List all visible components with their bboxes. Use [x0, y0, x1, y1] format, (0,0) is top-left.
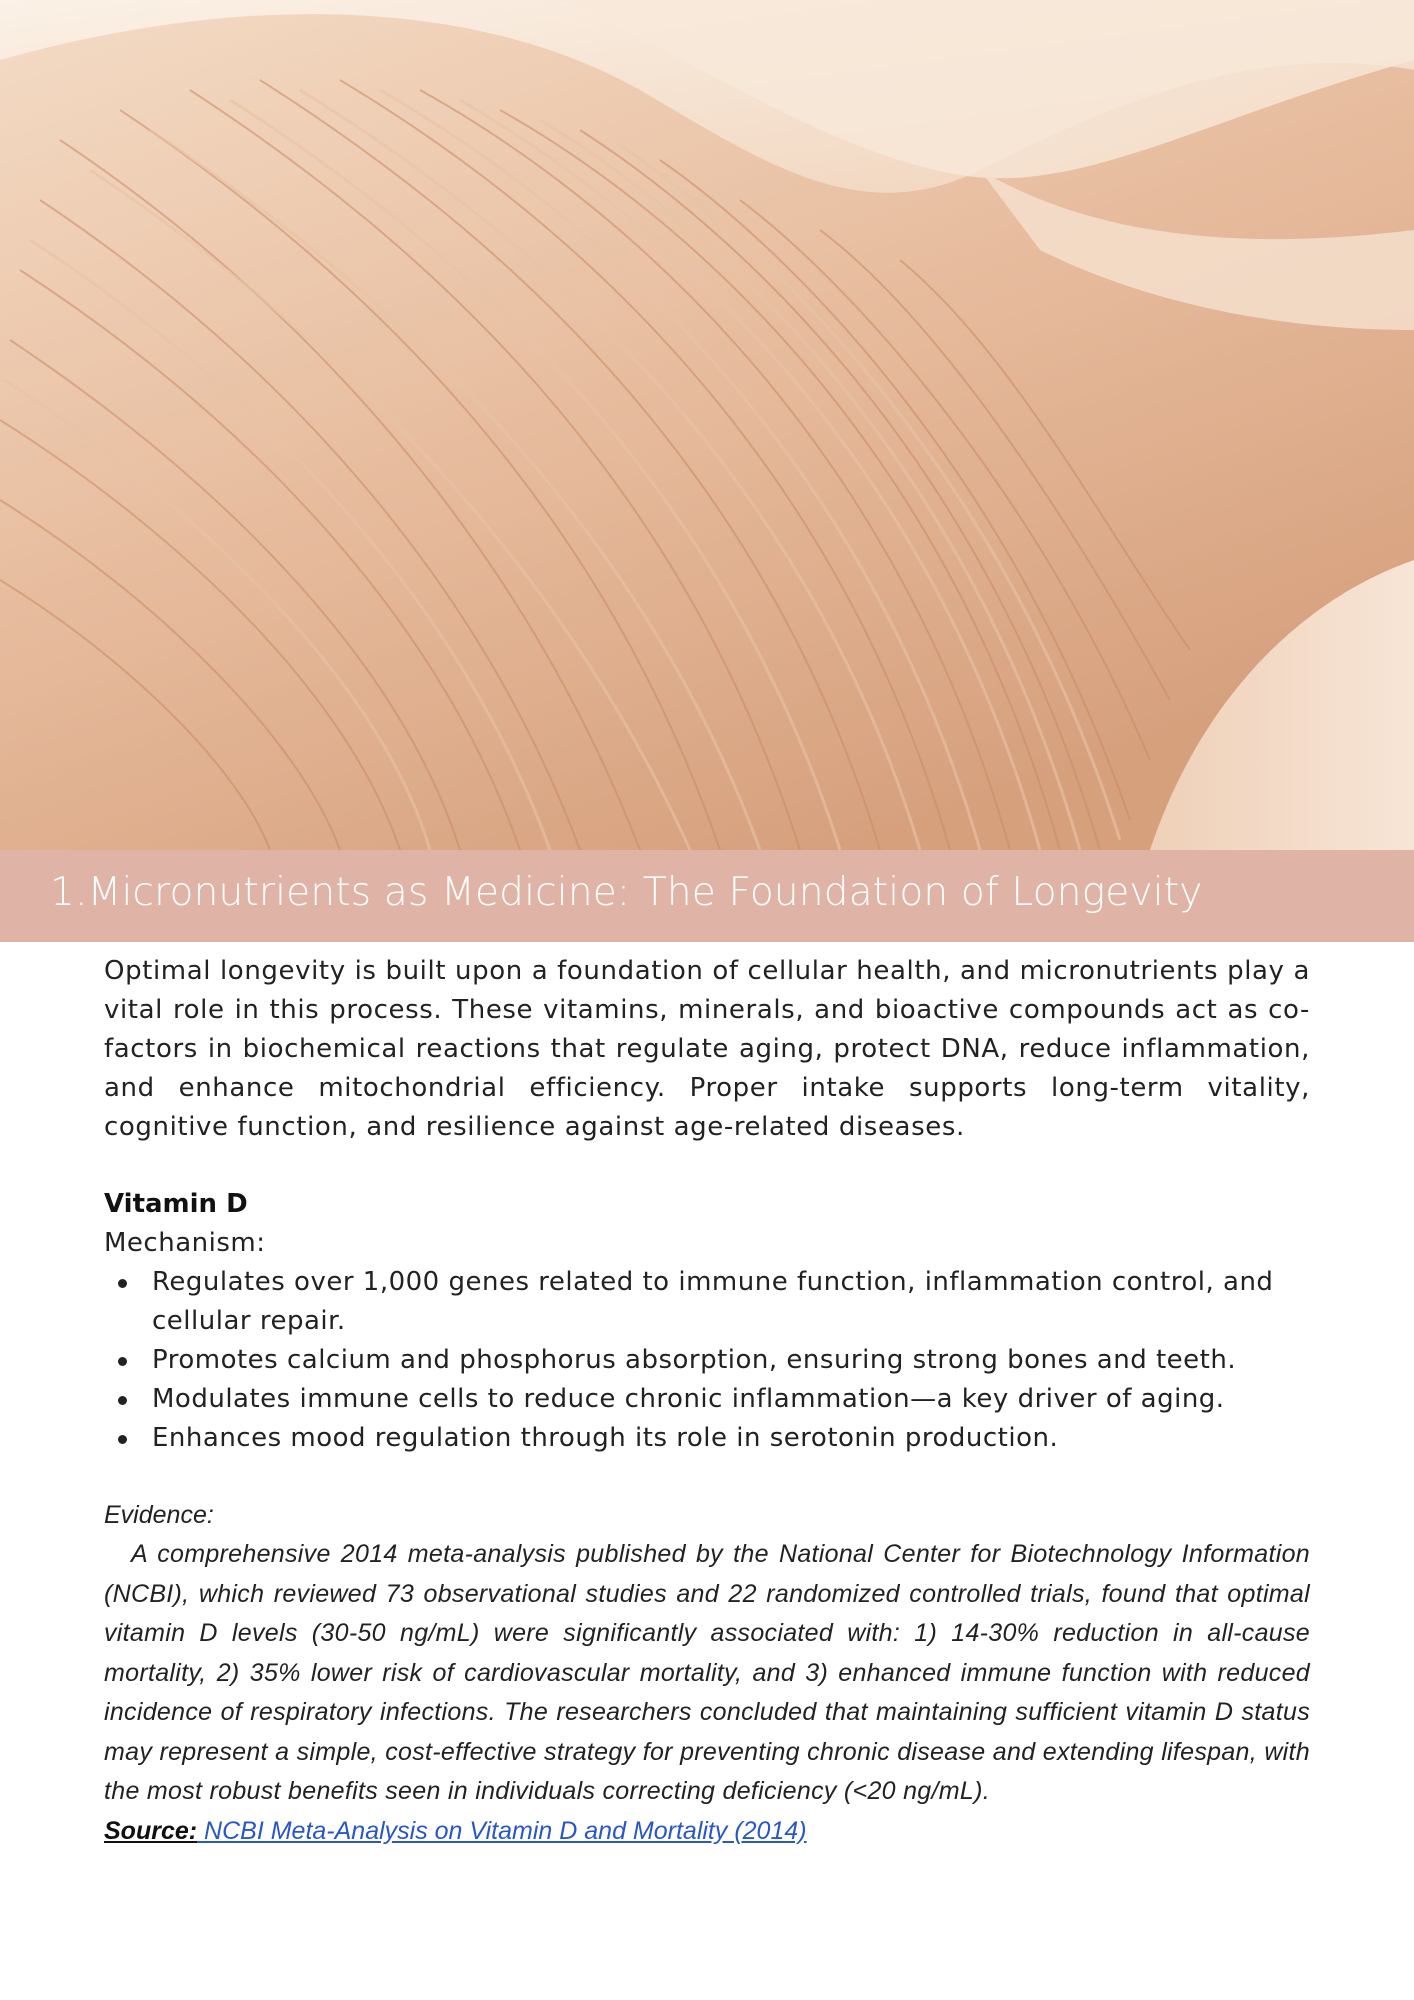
section-title-band — [0, 850, 1414, 942]
source-line — [104, 1812, 1310, 1851]
source-label: Source: — [104, 1816, 198, 1845]
evidence-paragraph: A comprehensive 2014 meta-analysis published by the National Center for Biotechnology Information (NCBI), which reviewed 73 observational studies and 22 randomized controlled trials, found that optimal vitamin D levels (30-50 ng/mL) were significantly associated with: 1) 14-30% reduction in all-cause mortality, 2) 35% lower risk of cardiovascular mortality, and 3) enhanced immune function with reduced incidence of respiratory infections. The researchers concluded that maintaining sufficient vitamin D status may represent a simple, cost-effective strategy for preventing chronic disease and extending lifespan, with the most robust benefits seen in individuals correcting deficiency (<20 ng/mL). — [104, 1540, 1310, 1805]
intro-paragraph: Optimal longevity is built upon a foundation of cellular health, and micronutrients play a vital role in this process. These vitamins, minerals, and bioactive compounds act as co-factors in biochemical reactions that regulate aging, protect DNA, reduce inflammation, and enhance mitochondrial efficiency. Proper intake supports long-term vitality, cognitive function, and resilience against age-related diseases. — [104, 956, 1310, 1142]
page-title: 1.Micronutrients as Medicine: The Foundation of Longevity — [50, 870, 1203, 915]
vitamin-d-heading: Vitamin D — [104, 1189, 248, 1219]
list-item: Enhances mood regulation through its role in serotonin production. — [152, 1419, 1310, 1458]
hero-image — [0, 0, 1414, 850]
list-item: Regulates over 1,000 genes related to immune function, inflammation control, and cellular repair. — [152, 1263, 1310, 1341]
mechanism-list — [104, 1263, 1310, 1458]
article-body — [104, 952, 1310, 1851]
mushroom-gills-illustration — [0, 0, 1414, 850]
list-item: Modulates immune cells to reduce chronic inflammation—a key driver of aging. — [152, 1380, 1310, 1419]
source-link[interactable]: NCBI Meta-Analysis on Vitamin D and Mortality (2014) — [197, 1816, 807, 1845]
mechanism-label: Mechanism: — [104, 1228, 266, 1258]
list-item: Promotes calcium and phosphorus absorption, ensuring strong bones and teeth. — [152, 1341, 1310, 1380]
evidence-label: Evidence: — [104, 1501, 214, 1529]
